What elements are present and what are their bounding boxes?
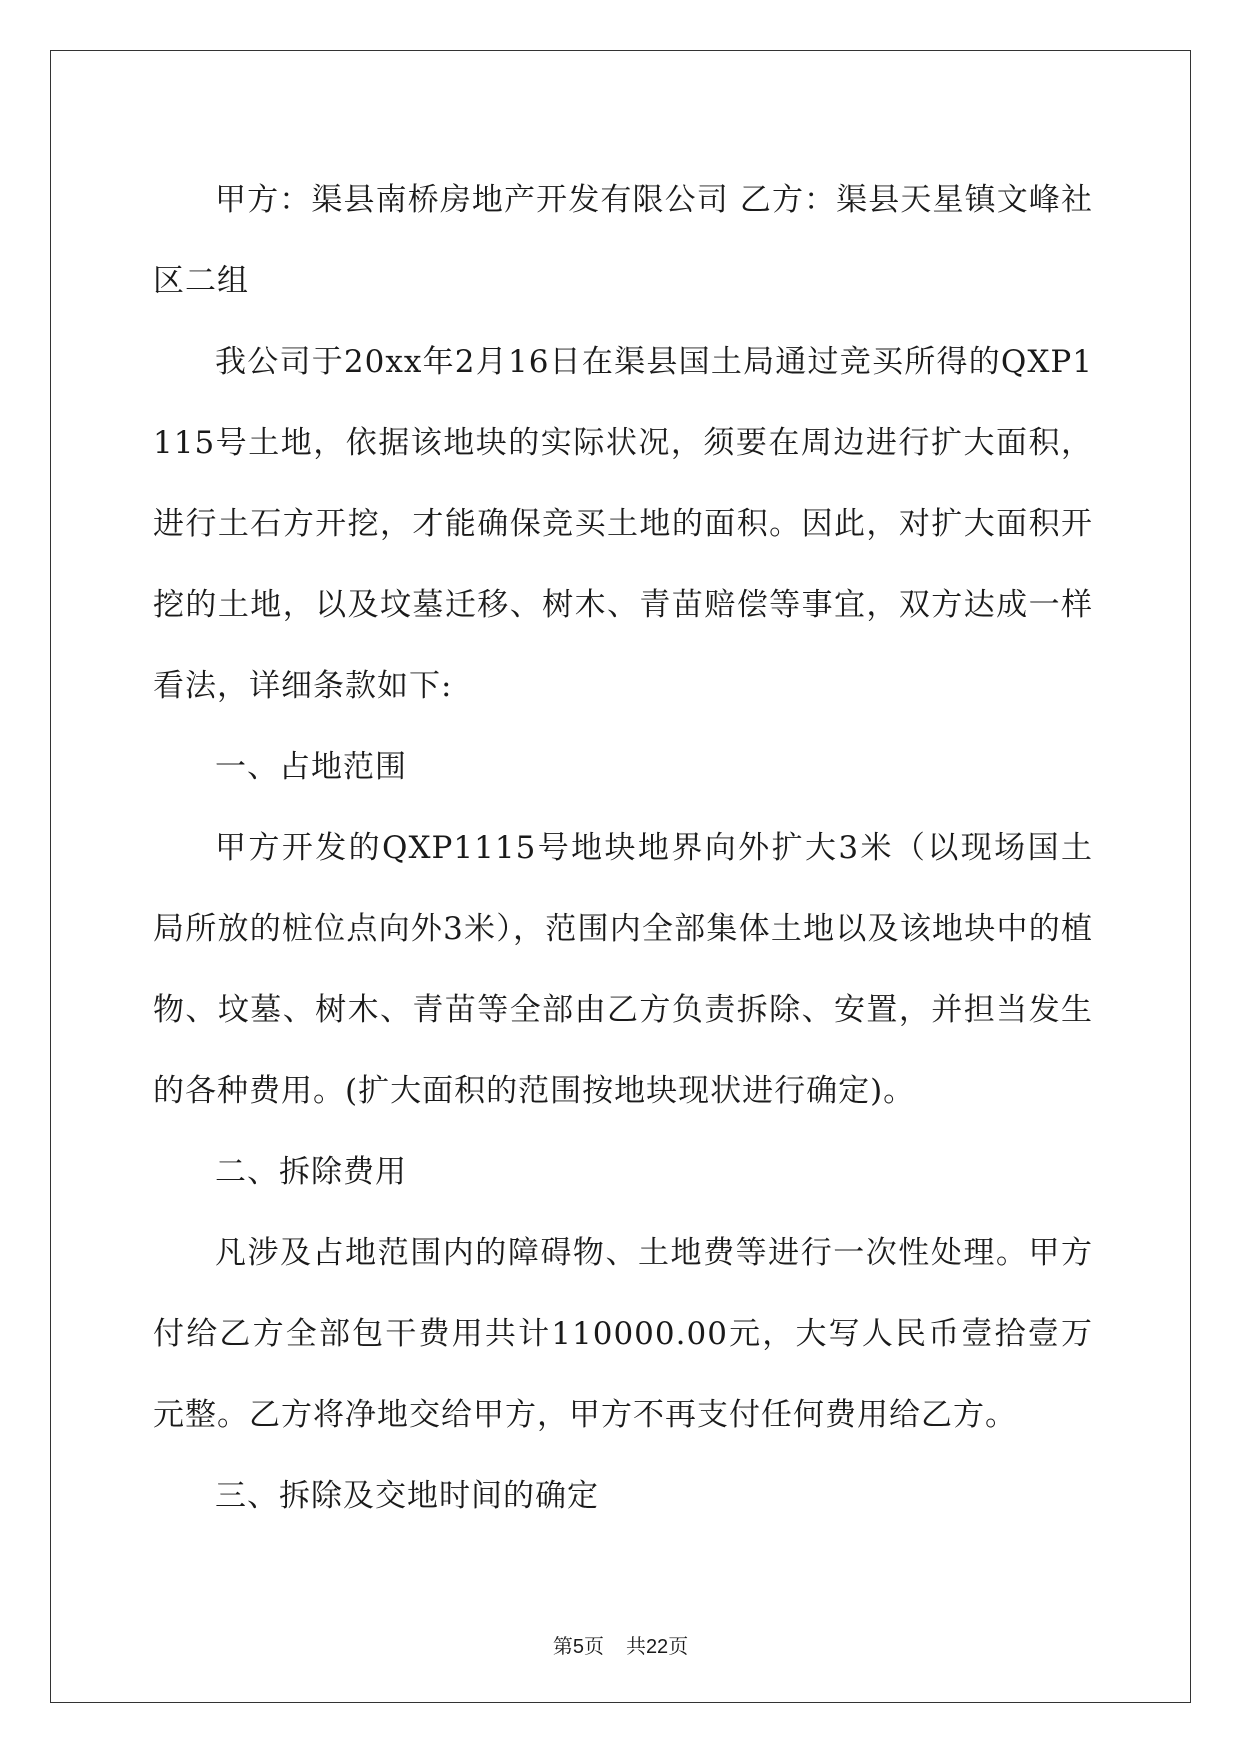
footer-total-unit: 页 [668,1636,689,1658]
page-footer [0,1630,1241,1659]
footer-page-number: 5 [572,1636,584,1658]
footer-total-prefix: 共 [625,1636,646,1658]
section-2-paragraph: 凡涉及占地范围内的障碍物、土地费等进行一次性处理。甲方付给乙方全部包干费用共计110000.00元，大写人民币壹拾壹万元整。乙方将净地交给甲方，甲方不再支付任何费用给乙方。 [153,1235,1093,1433]
footer-page-unit: 页 [583,1636,604,1658]
section-1-paragraph: 甲方开发的QXP1115号地块地界向外扩大3米（以现场国土局所放的桩位点向外3米），范围内全部集体土地以及该地块中的植物、坟墓、树木、青苗等全部由乙方负责拆除、安置，并担当发生的各种费用。(扩大面积的范围按地块现状进行确定)。 [153,830,1093,1109]
section-heading-3: 三、拆除及交地时间的确定 [215,1478,599,1514]
intro-paragraph: 我公司于20xx年2月16日在渠县国土局通过竞买所得的QXP1115号土地，依据该地块的实际状况，须要在周边进行扩大面积，进行土石方开挖，才能确保竞买土地的面积。因此，对扩大面积开挖的土地，以及坟墓迁移、树木、青苗赔偿等事宜，双方达成一样看法，详细条款如下: [153,344,1093,704]
section-heading-1: 一、占地范围 [215,749,407,785]
document-body [153,160,1093,1537]
parties-paragraph: 甲方：渠县南桥房地产开发有限公司 乙方：渠县天星镇文峰社区二组 [153,182,1093,299]
footer-total-pages: 22 [645,1636,669,1658]
footer-page-prefix: 第 [552,1636,573,1658]
section-heading-2: 二、拆除费用 [215,1154,407,1190]
